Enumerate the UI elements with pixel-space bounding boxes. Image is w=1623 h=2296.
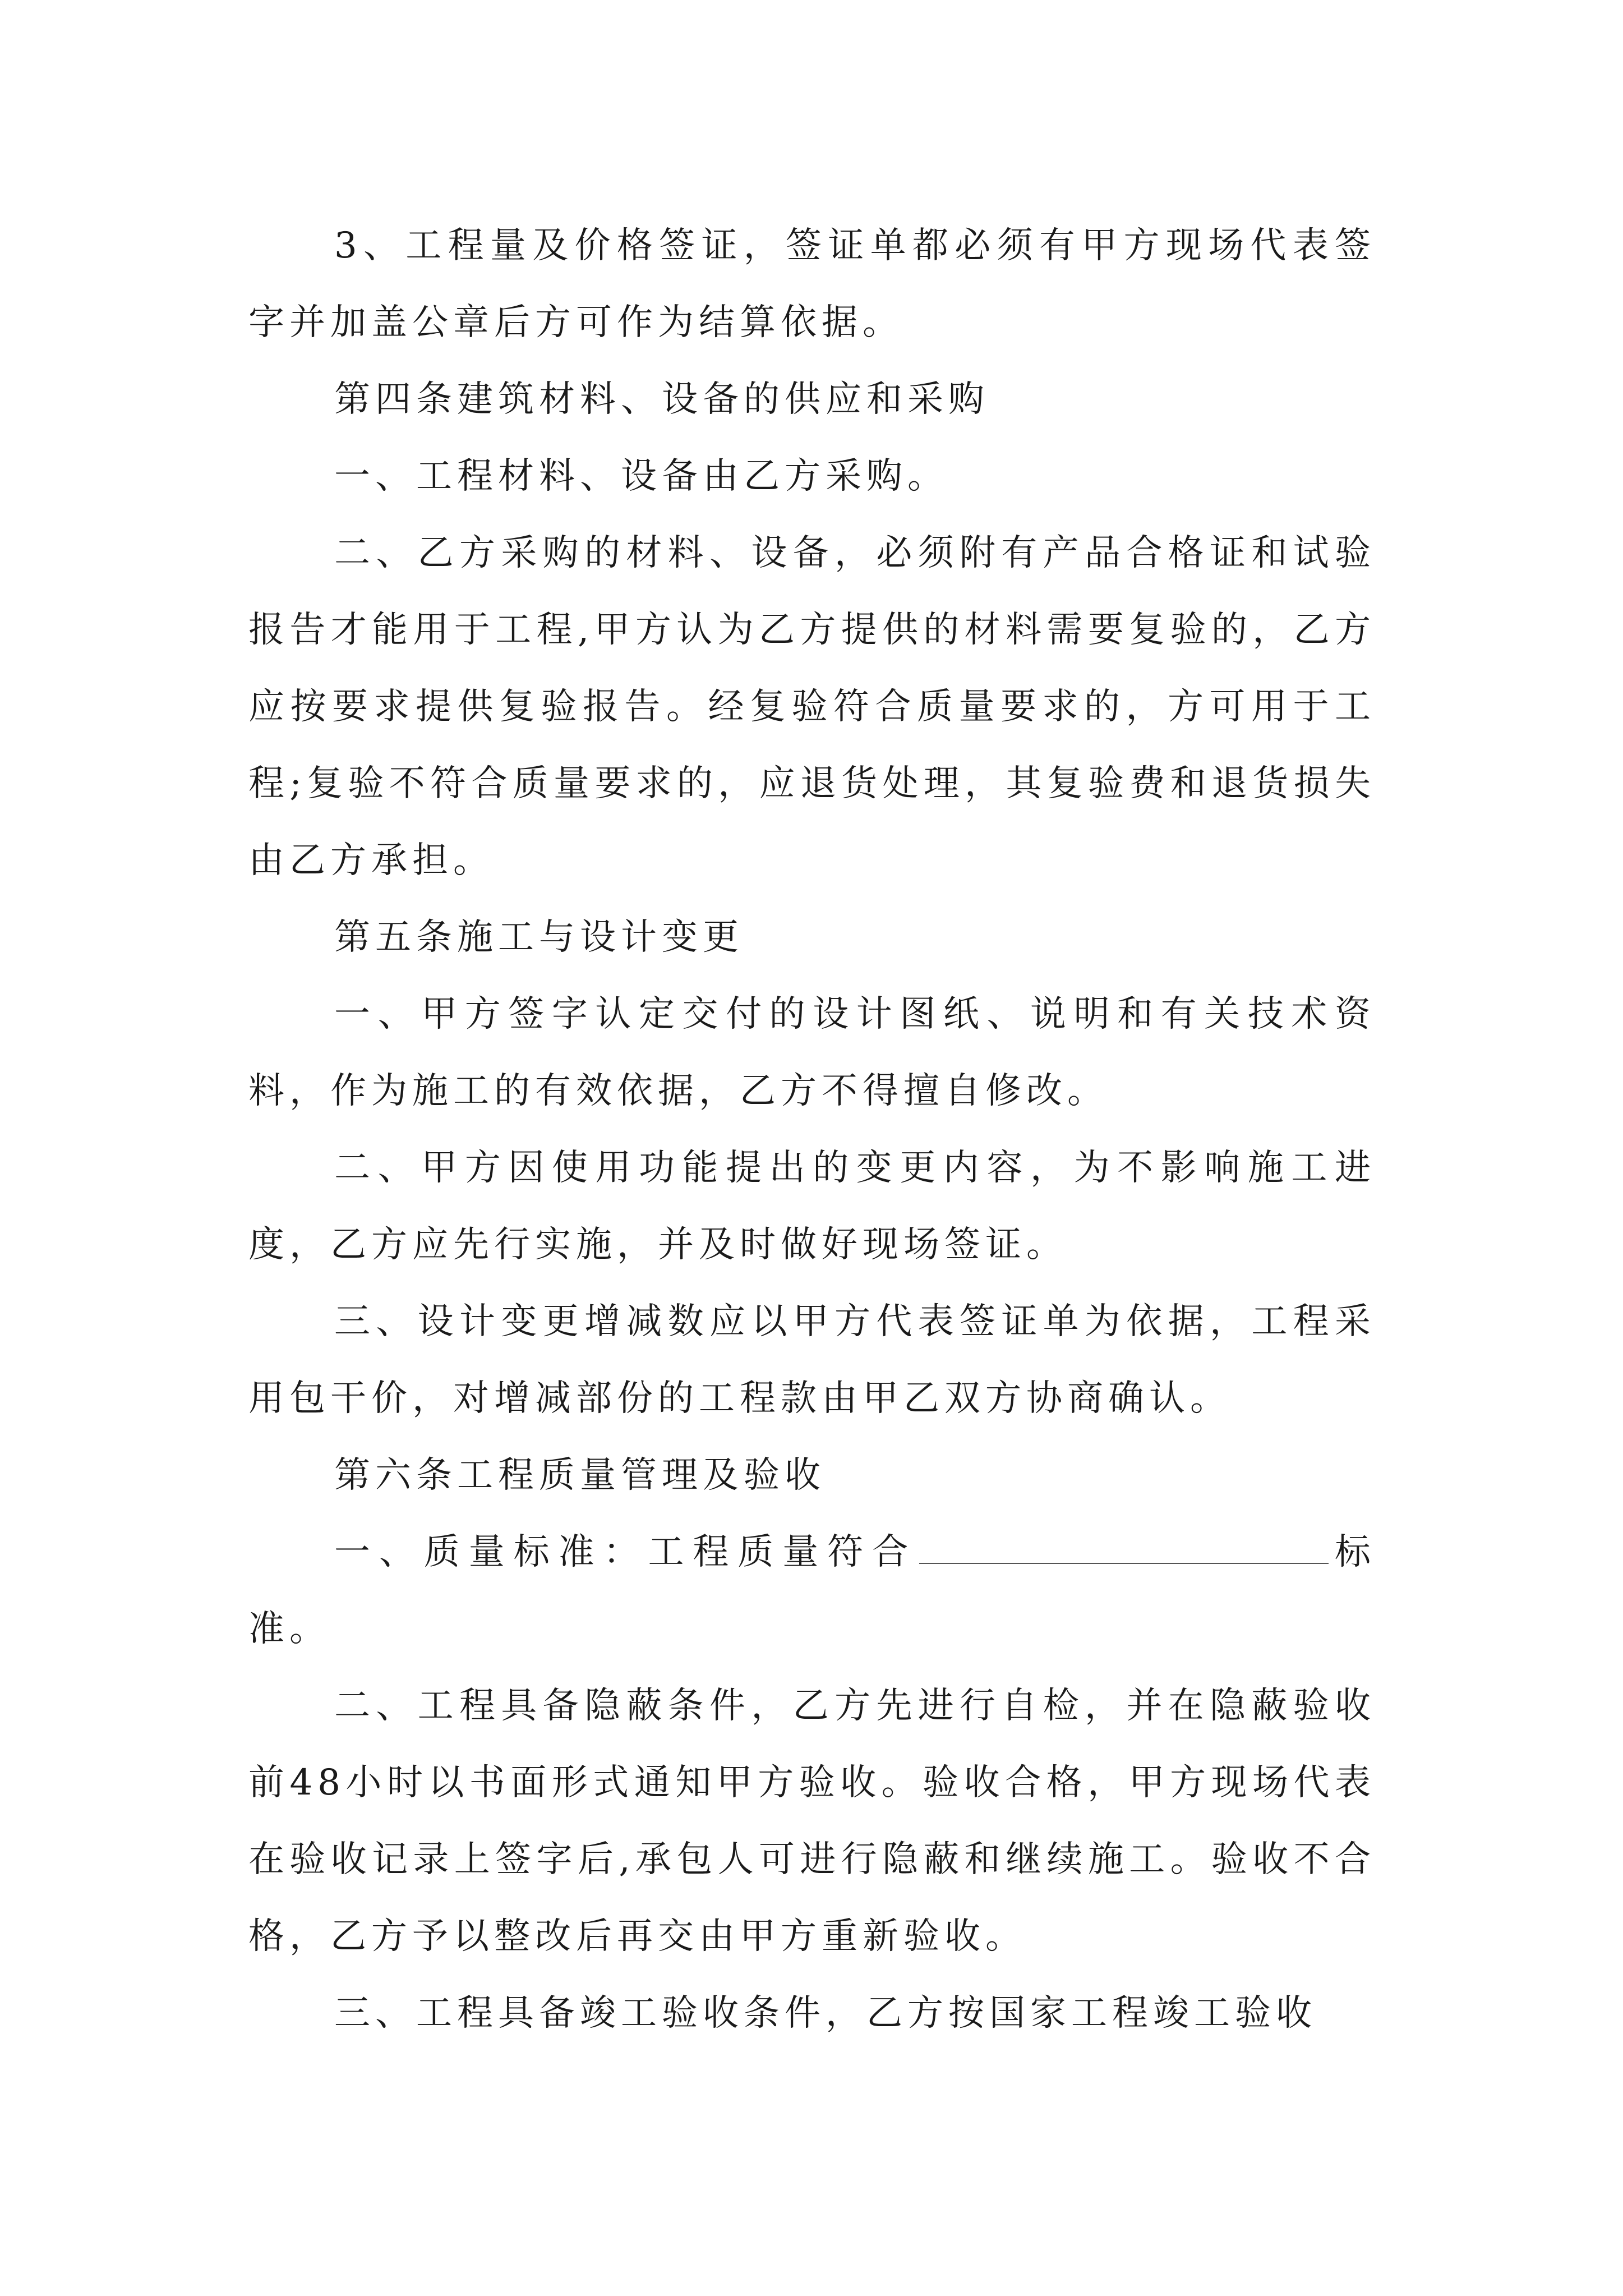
quality-standard-suffix: 标准。 bbox=[248, 1531, 1376, 1650]
paragraph-design-drawings: 一、甲方签字认定交付的设计图纸、说明和有关技术资料，作为施工的有效依据，乙方不得擅自修改。 bbox=[248, 993, 1376, 1112]
paragraph-concealed-inspection: 二、工程具备隐蔽条件，乙方先进行自检，并在隐蔽验收前48小时以书面形式通知甲方验收。验收合格，甲方现场代表在验收记录上签字后,承包人可进行隐蔽和继续施工。验收不合格，乙方予以整改后再交由甲方重新验收。 bbox=[248, 1685, 1376, 1957]
quality-standard-prefix: 一、质量标准：工程质量符合 bbox=[334, 1531, 917, 1573]
paragraph-change-content: 二、甲方因使用功能提出的变更内容，为不影响施工进度，乙方应先行实施，并及时做好现场签证。 bbox=[248, 1147, 1376, 1266]
paragraph-completion-acceptance: 三、工程具备竣工验收条件，乙方按国家工程竣工验收 bbox=[334, 1993, 1317, 2034]
heading-article-5: 第五条施工与设计变更 bbox=[334, 917, 744, 958]
heading-article-4: 第四条建筑材料、设备的供应和采购 bbox=[334, 379, 989, 420]
fill-in-blank-line bbox=[919, 1530, 1329, 1564]
heading-article-6: 第六条工程质量管理及验收 bbox=[334, 1455, 826, 1496]
paragraph-materials-purchase: 一、工程材料、设备由乙方采购。 bbox=[334, 455, 948, 497]
paragraph-visa-basis: 3、工程量及价格签证，签证单都必须有甲方现场代表签字并加盖公章后方可作为结算依据。 bbox=[248, 225, 1376, 343]
paragraph-materials-inspection: 二、乙方采购的材料、设备，必须附有产品合格证和试验报告才能用于工程,甲方认为乙方提供的材料需要复验的，乙方应按要求提供复验报告。经复验符合质量要求的，方可用于工程;复验不符合质量要求的，应退货处理，其复验费和退货损失由乙方承担。 bbox=[248, 532, 1376, 881]
paragraph-change-quantity: 三、设计变更增减数应以甲方代表签证单为依据，工程采用包干价，对增减部份的工程款由甲乙双方协商确认。 bbox=[248, 1301, 1376, 1419]
paragraph-quality-standard bbox=[248, 1514, 1376, 1668]
document-body bbox=[248, 208, 1376, 2052]
